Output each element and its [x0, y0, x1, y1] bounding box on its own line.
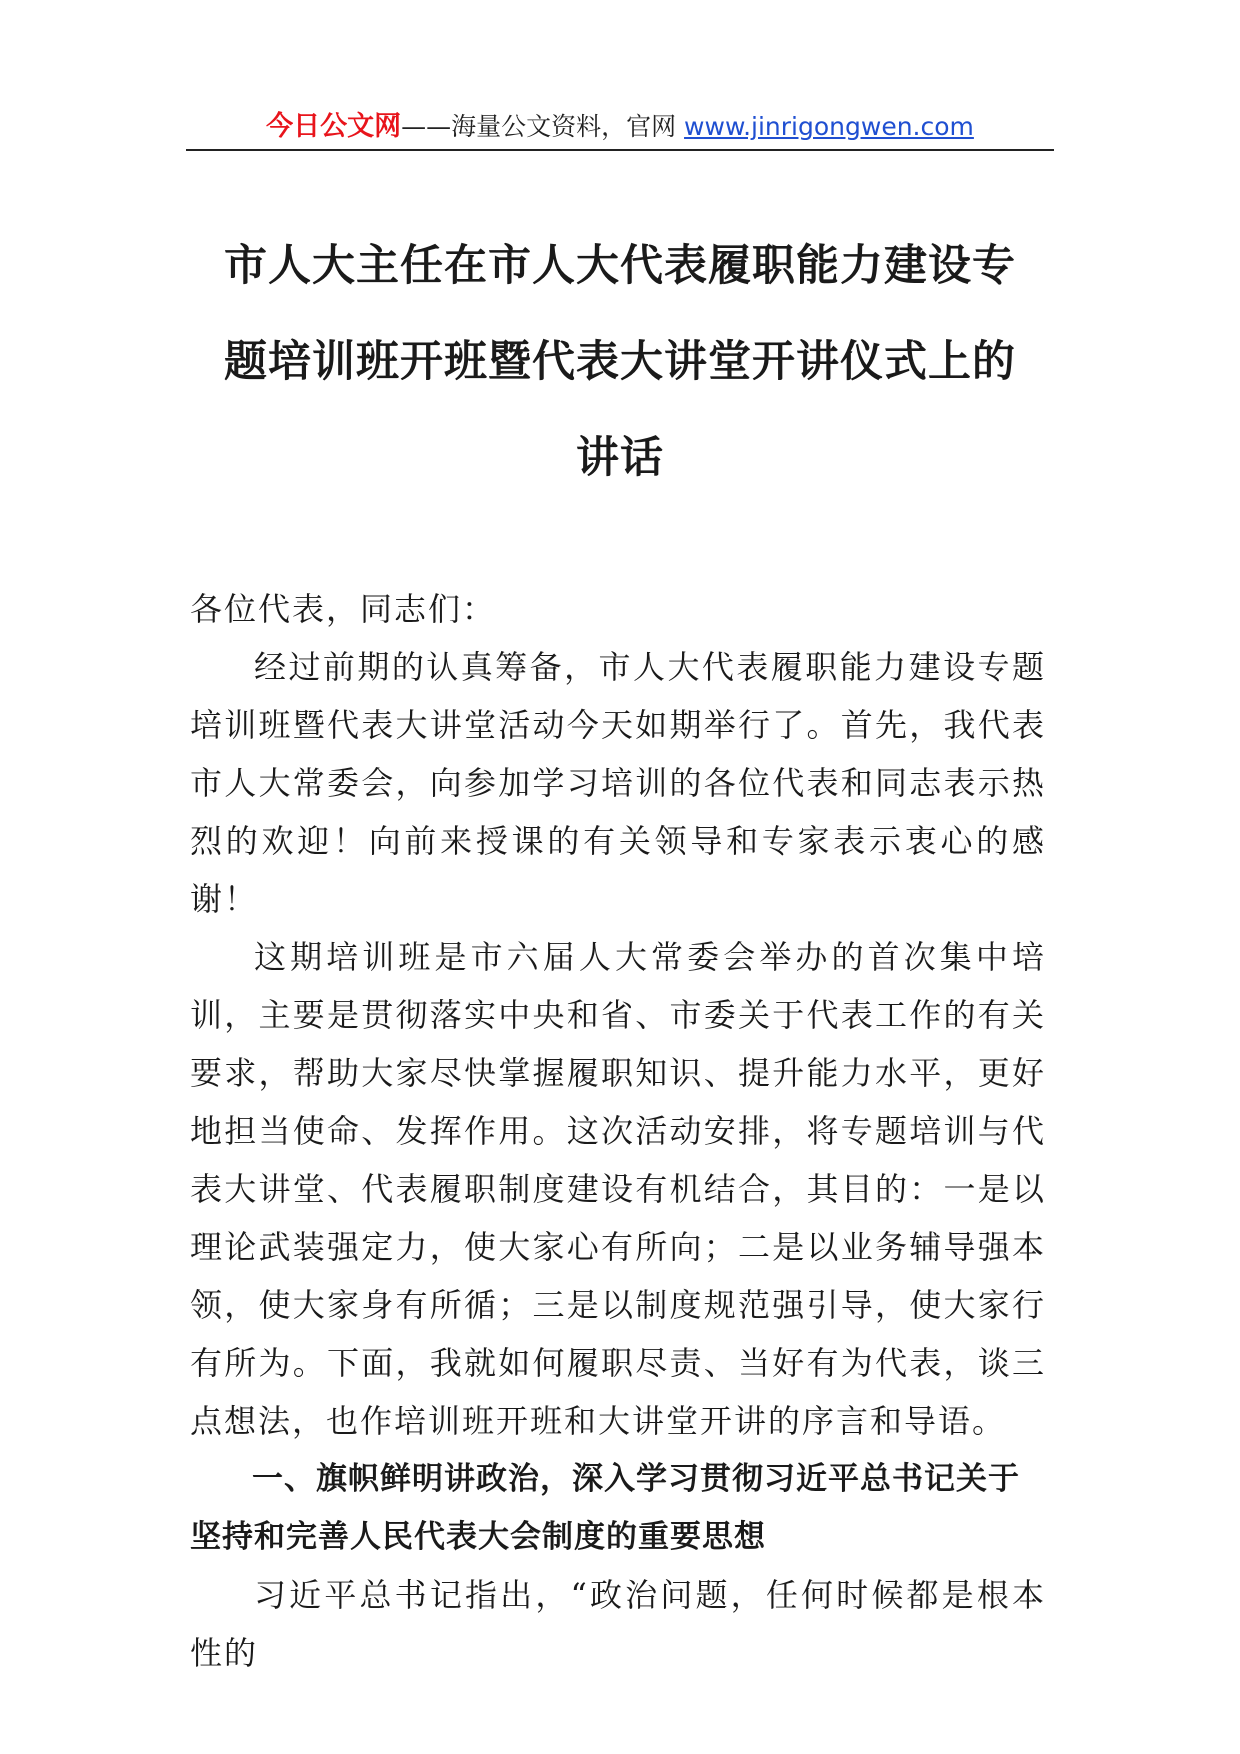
document-body: [190, 580, 1046, 1682]
body-paragraph-1: 经过前期的认真筹备，市人大代表履职能力建设专题培训班暨代表大讲堂活动今天如期举行了。首先，我代表市人大常委会，向参加学习培训的各位代表和同志表示热烈的欢迎！向前来授课的有关领导和专家表示衷心的感谢！: [190, 648, 1046, 918]
header-divider: [186, 149, 1054, 151]
body-paragraph-2: 这期培训班是市六届人大常委会举办的首次集中培训，主要是贯彻落实中央和省、市委关于代表工作的有关要求，帮助大家尽快掌握履职知识、提升能力水平，更好地担当使命、发挥作用。这次活动安排，将专题培训与代表大讲堂、代表履职制度建设有机结合，其目的：一是以理论武装强定力，使大家心有所向；二是以业务辅导强本领，使大家身有所循；三是以制度规范强引导，使大家行有所为。下面，我就如何履职尽责、当好有为代表，谈三点想法，也作培训班开班和大讲堂开讲的序言和导语。: [190, 938, 1046, 1440]
page-header: [186, 104, 1054, 150]
header-tagline: ——海量公文资料，官网: [401, 112, 685, 141]
website-link[interactable]: www.jinrigongwen.com: [684, 112, 974, 141]
brand-name: 今日公文网: [266, 111, 402, 142]
section-1-opening: 习近平总书记指出，“政治问题，任何时候都是根本性的: [190, 1576, 1046, 1672]
title-line-2: 题培训班开班暨代表大讲堂开讲仪式上的: [224, 337, 1016, 387]
salutation: 各位代表，同志们：: [190, 590, 497, 628]
section-heading-1: 一、旗帜鲜明讲政治，深入学习贯彻习近平总书记关于坚持和完善人民代表大会制度的重要思想: [190, 1461, 1020, 1555]
title-line-1: 市人大主任在市人大代表履职能力建设专: [224, 241, 1016, 291]
document-title: [186, 218, 1054, 506]
title-line-3: 讲话: [576, 433, 664, 483]
